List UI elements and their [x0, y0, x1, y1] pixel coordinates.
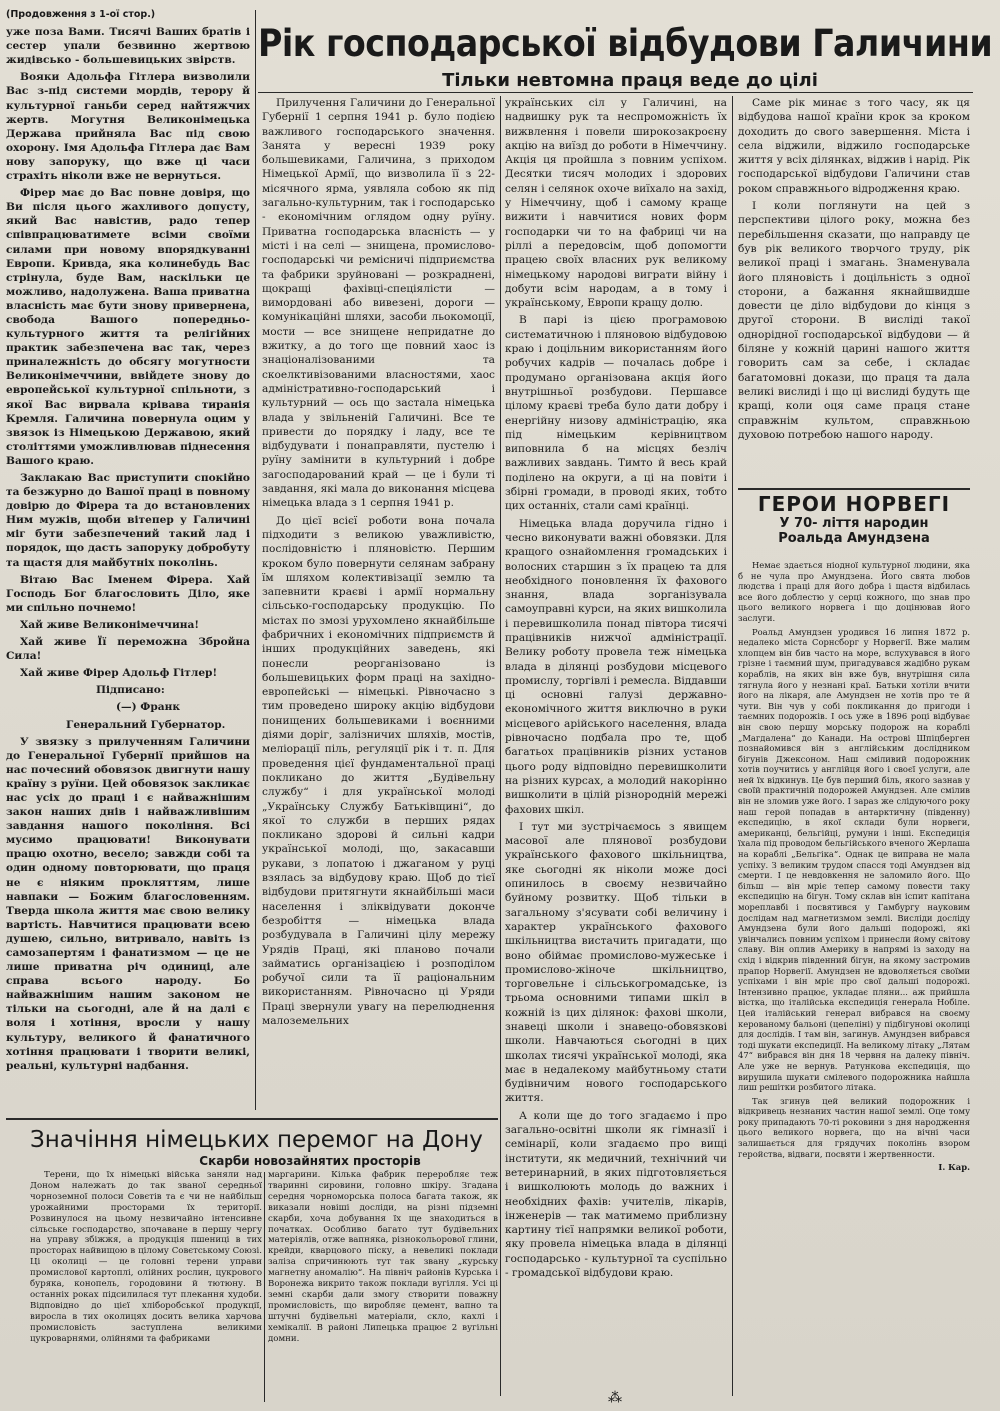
column-divider [732, 96, 733, 1396]
article-paragraph: Саме рік минає з того часу, як ця відбудова нашої країни крок за кроком доходить до свого завершення. Міста і села віджили, віджило господарське життя у всіх ділянках, віджив і нарід. Рік господарської відбудови Галичини став роком справжнього відродження краю. [738, 97, 970, 195]
norway-subtitle-2: Роальда Амундзена [778, 531, 930, 546]
column-divider [255, 10, 256, 1110]
continuation-note: (Продовження з 1-ої стор.) [6, 9, 156, 20]
column-divider [264, 1172, 265, 1402]
norway-title: ГЕРОИ НОРВЕГІ [757, 492, 951, 516]
main-article-column-2 [505, 96, 727, 1346]
article-paragraph: Немає здається ніодної культурної людини, яка б не чула про Амундзена. Його свята любов людства і праці для його добра і щастя відбилась все його доблестю у серці кожного, що знав про цього великого норвега і що доцінював його заслуги. [738, 560, 970, 623]
main-subheadline: Тільки невтомна праця веде до цілі [442, 70, 818, 91]
proclamation-slogan: Хай живе Фірер Адольф Гітлер! [20, 667, 218, 680]
don-article-column-2 [268, 1170, 498, 1402]
signed-label: Підписано: [96, 684, 165, 697]
proclamation-slogan: Хай живе Великонімеччина! [20, 618, 200, 631]
article-paragraph: До цієї всієї роботи вона почала підходити з великою уважливістю, послідовністю і пляновістю. Першим кроком було повернути селянам забрану їм шляхом колективізації землю та запевнити краєві і армії нормальну сільсько-господарську продукцію. По містах по змозі урухомлено якнайбільше фабричних і економічних підприємств й інших продукційних заведень, які понесли реорганізовано із большевицьких форм праці на західно-европейські — німецькі. Рівночасно з тим проведено широку акцію відбудови понищених большевиками і воєнними діями доріг, залізничих шляхів, мостів, меліорації піль, регуляції рік і т. п. Для проведення цієї фундаментальної праці покликано до життя „Будівельну службу“ і для української молоді „Українську Службу Батьківщині“, до якої то служби в перших рядах покликано здорові й сильні кадри української молоді, що, закасавши рукави, з лопатою і джаганом у руці взялась за відбудову краю. Щоб до тієї відбудови притягнути якнайбільші маси населення і зліквідувати доконче безробіття — німецька влада розбудувала в Галичині цілу мережу Урядів Праці, які планово почали займатись організацією і розподілом робучої сили та її раціональним використанням. Рівночасно ці Уряди Праці звернули увагу на перелюднення малоземельних [262, 514, 495, 1027]
signatory-title: Генеральний Губернатор. [66, 718, 226, 731]
proclamation-column [6, 8, 250, 1072]
proclamation-paragraph: Вітаю Вас Іменем Фірера. Хай Господь Бог благословить Діло, яке ми спільно почнемо! [6, 573, 250, 614]
article-paragraph: маргарини. Кілька фабрик переробляє теж тваринні сировини, головно шкіру. Згадана середня чорноморська полоса багата також, як виказали новіші досліди, на різні підземні скарби, хоча добування їх ще знаходиться в початках. Особливо багато тут будівельних матеріялів, отже вапняка, різнокольорової глини, крейди, кварцового піску, а невеликі поклади залізa спричинюють тут так звану „курську магнетну аномалію“. На північ районів Курська і Воронежа викрито також поклади вугілля. Усі ці земні скарби дали змогу створити поважну промисловість, що виробляє цемент, вапно та штучні будівельні матеріали, скло, кахлі і хемікалії. В районі Липецька працює 2 вугільні домни. [268, 1170, 498, 1344]
editorial-paragraph: У звязку з прилученням Галичини до Генеральної Губернії прийшов на нас почесний обовязок двигнути нашу країну з руїни. Цей обовязок закликає нас усіх до праці і є найважнішим закон наших днів і найважливішим завдання нашого покоління. Всі мусимо працювати! Виконувати працю охотно, весело; завжди собі та один одному повторювати, що праця не є ніяким прокляттям, лише навпаки — Божим благословенням. Тверда школа життя має свою велику вартість. Навчитися працювати всею душею, сильно, витривало, навіть із самозапертям і фанатизмом — це не лише приватна річ одиниці, але справа всього народу. Бо найважнішим нашим законом не тільки на сьогодні, але й на далі є воля і хотіння, вросли у нашу культуру, великого й фанатичного хотіння працювати і творити великі, реальні, культурні надбання. [6, 735, 250, 1072]
don-article-column-1 [30, 1170, 262, 1402]
ornament-icon: ⁂ [608, 1390, 622, 1406]
article-paragraph: Терени, що їх німецькі війська заняли над Доном належать до так званої середньої чорноземної полоси Совєтів та є чи не найбільш урожайними просторами їх території. Розвинулося на цьому незвичайно інтенсивне сільське господарство, зпочаване в першу чергу на управу збіжжя, а продукція пшениці в тих просторах найвищою в цілому Совєтському Союзі. Ці околиці — це головні терени управи промислової картоплі, олійних рослин, цукрового буряка, конопель, городовини й тютюну. В останніх роках підсилилася тут плекання худоби. Відповідно до цієї хліборобської продукції, виросла в тих околицях досить велика харчова промисловість заступлена великими цукроварнями, олійнями та фабриками [30, 1170, 262, 1344]
norway-article-body [738, 560, 970, 1390]
section-rule [6, 1118, 498, 1120]
don-subheadline: Скарби новозайнятих просторів [199, 1154, 421, 1168]
section-rule [738, 488, 970, 490]
article-paragraph: В парі із цією програмовою систематичною і пляновою відбудовою краю і доцільним використанням його робучих кадрів — почалась добре і продумано організована акція його внутрішньої розбудови. Першавсе цілому краєві треба було дати добру і енергійну низову адміністрацію, яка під німецьким керівництвом виповнила б на місцях безліч важливих завдань. Тимто й весь край поділено на округи, а ці на повіти і збірні громади, в проводі яких, тобто цих останніх, стали самі країнці. [505, 314, 727, 513]
headline-rule [258, 92, 973, 93]
article-paragraph: Так згинув цей великий подорожник і відкривець незнаних частин нашої землі. Оце тому року припадають 70-ті роковини з дня народження цього великого норвега, що на вічні часи залишається для грядучих поколінь взором геройства, відваги, посвяти і жертвенности. [738, 1095, 970, 1159]
article-paragraph: Роальд Амундзен уродився 16 липня 1872 р. недалеко міста Сорнсборг у Норвегії. Вже малим хлопцем він бив часто на море, вслухувався в його грізне і таємний шум, пригадувався жадібно рукам кораблів, на яких він вже був, внутрішня сила тягнула його у незнані краї. Батьки хотіли вчити його на лікаря, але Амундзен не хотів про те й чути. Він чув у собі покликання до пригоди і таємних подорожів. І ось уже в 1896 році відбуває він свою першу морську подорож на кораблі „Магдалена“ до Канади. На острові Шпіцберген познайомився він з англійським дослідником бігунів Джексоном. Наш сміливий подорожник хотів поучитись у англійця його і своєї услуги, але ней їх відкинув. Це був перший біль, якого зазнав у своїй практичній подорожей Амундзен. Але смілив він не зломив уже його. І зараз же слідуючого року наш герой попадав в антарктичну (південну) експедицію, в якої склади були норвеги, американці, бельгійці, румуни і інші. Експедиція їхала під проводом бельгійського вченого Жерлаша на кораблі „Бельгіка“. Однак це виправа не мала успіху. З великим трудом спасся тоді Амундзен від смерти. І це невдовкення не заломило його. Що більш — він мріє тепер самому повести таку експедицію на бігун. Тому склав він іспит капітана мореплавбі і посвятився у Гамбургу науковим дослідам над магнетизмом землі. Висліди досліду Амундзена були його дальші подорожі, які увінчались повним успіхом і принесли йому світову славу. Він оплив Америку в напрямі із заходу на схід і відкрив південний бігун, на якому застромив прапор Норвегії. Амундзен не вдоволяється своїми успіхами і він мріє про свої дальші подорожі. Інтензивно працює, укладає пляни... аж прийшла вістка, що італійська експедиція генерала Нобіле. Цей італійський генерал вибрався на своєму керованому бальоні (цепеліні) у підбігунові околиці для дослідів. І там він, загинув. Амундзен вибрався тоді шукати експедиції. На великому літаку „Лятам 47“ вибрався він дня 18 червня на далеку північ. Але уже не вернув. Ратункова експедиція, що вирушила шукати смілевого подорожника найшла лиш решітки розбитого літака. [738, 626, 970, 1093]
article-paragraph: українських сіл у Галичині, на надвишку рук та неспроможність їх вижвлення і повели широкозакроєну акцію на виїзд до роботи в Німеччину. Акція ця пройшла з повним успіхом. Десятки тисяч молодих і здорових селян і селянок охоче виїхало на захід, у Німеччину, щоб і самому краще вижити і навчитися нових форм господарки чи то на фабриці чи на ріллі а передовсім, щоб допомогти працею своїх власних рук великому німецькому народові виграти війну і добути всім народам, а в тому і українському, Европи кращу долю. [505, 97, 727, 310]
column-divider [500, 96, 501, 1396]
proclamation-slogan: Хай живе Її переможна Збройна Сила! [6, 636, 250, 663]
main-article-column-3 [738, 96, 970, 486]
main-headline: Рік господарської відбудови Галичини [258, 22, 993, 65]
article-paragraph: Прилучення Галичини до Генеральної Губернії 1 серпня 1941 р. було подією важливого господарського значення. Занята у вересні 1939 року большевиками, Галичина, з приходом Німецької Армії, що визволила її з 22-місячного ярма, уявляла собою як під загально-культурним, так і господарсько - економічним оглядом одну руїну. Приватна господарська власність — у місті і на селі — знищена, промислово-господарські чи ремісничі підприємства та фабрики зруйновані — розкраднені, щокращі фахівці-спеціялісти — вимордовані або вивезені, дороги — комунікаційні шляхи, засоби льокомоції, мости — все знищене непридатне до вжитку, а до того ще повний хаос із знаціоналізованими та скоелктивізованими власностями, хаос адміністративно-господарський і культурний — ось що застала німецька влада у звільненій Галичині. Все те привести до порядку і ладу, все те відбудувати і понаправляти, пустелю і руїну замінити в культурний і добре загосподарований край — це і були ті завдання, які мала до виконання місцева німецька влада з 1 серпня 1941 р. [262, 97, 495, 510]
proclamation-paragraph: Заклакаю Вас приступити спокійно та безжурно до Вашої праці в повному довірю до Фірера та до встановлених Ним мужів, щоби вітепер у Галичині міг бути забезпечений такий лад і порядок, що дасть запоруку добробуту та щастя для майбутніх поколінь. [6, 472, 250, 569]
proclamation-paragraph: уже поза Вами. Тисячі Ваших братів і сестер упали безвинно жертвою жидівсько - большевицьких звірств. [6, 26, 250, 67]
proclamation-paragraph: Фірер має до Вас повне довіря, що Ви після цього жахливого допусту, який Вас навістив, радо тепер співпрацюватимете всіми своїми силами при новому впорядкуванні Европи. Кривда, яка колинебудь Вас стрінула, буде Вам, наскільки це можливо, надолужена. Ваша приватна власність має бути знову привернена, свобода Вашого попередньо-культурного життя та релігійних практик забезпечена вас так, через приналежність до обсягу могутности Великонімеччини, ввійдете знову до европейської культурної спільноти, з якої Вас вирвала крівава тиранія Кремля. Галичина повернула оцим у звязок із Німецькою Державою, який століттями уможливлював піднесення Вашого краю. [6, 187, 250, 467]
norway-subtitle-1: У 70- ліття народин [779, 516, 929, 531]
article-paragraph: І коли поглянути на цей з перспективи цілого року, можна без перебільшення сказати, що направду це був рік великого творчого труду, рік великої праці і змагань. Знаменувала його пляновість і доцільність з одної сторони, а бажання якнайшвидше довести це діло відбудови до кінця з другої сторони. В висліді такої однорідної господарської відбудови — й біляне у кожній царині нашого життя говорить сам за себе, і складає багатомовні докази, що праця та дала великі вислиді і що ці вислиді будуть ще кращі, коли оця саме праця стане справжнім культом, справжньою духовою потребою нашого народу. [738, 200, 970, 441]
proclamation-paragraph: Вояки Адольфа Гітлера визволили Вас з-під системи мордів, терору й культурної ганьби серед найтяжчих жертв. Могутня Великонімецька Держава прийняла Вас під свою охорону. Імя Адольфа Гітлера дає Вам нову запоруку, що вже ці часи страхіть ніколи вже не вернуться. [6, 71, 250, 183]
don-headline: Значіння німецьких перемог на Дону [30, 1127, 483, 1153]
article-author: І. Кар. [938, 1162, 970, 1173]
article-paragraph: Німецька влада доручила гідно і чесно виконувати важні обовязки. Для кращого ознайомлення громадських і волосних старшин з їх працею та для необхідного поновлення їх фахового знання, влада зорганізувала самоуправні курси, на яких вишколила і перевишколила понад півтора тисячі працівників нижчої адміністрації. Велику роботу провела теж німецька влада в ділянці розбудови місцевого промислу, торгівлі і ремесла. Віддавши ці основні галузі державно-економічного життя виключно в руки місцевого арійського населення, влада рівночасно подбала про те, щоб багатьох працівників різних установ цього роду відповідно перевишколити на різних курсах, а молодий накорінно вишколити в цілій різнородній мережі фахових шкіл. [505, 517, 727, 816]
signatory-name: (—) Франк [116, 701, 181, 714]
main-article-column-1 [262, 96, 495, 1066]
norway-headline [738, 492, 970, 546]
article-paragraph: А коли ще до того згадаємо і про загально-освітні школи як гімназії і семінарії, коли згадаємо про вищі інститути, як медичний, технічний чи ветеринарний, в яких підготовляється і вишколюють молодь до важних і необхідних фахів: учителів, лікарів, інженерів — так матимемо приблизну картину тієї напрямки великої роботи, яку провела німецька влада в ділянці господарсько - культурної та суспільно - громадської відбудови краю. [505, 1109, 727, 1280]
article-paragraph: І тут ми зустрічаємось з явищем масової але плянової розбудови українського фахового шкільництва, яке сьогодні як ніколи може досі опинилось в своєму незвичайно буйному розвитку. Щоб тільки в загальному з'ясувати собі величину і характер українського фахового шкільництва вистачить пригадати, що воно обіймає промислово-мужеське і промислово-жіноче шкільництво, торговельне і сільськогромадське, із трьома основними типами шкіл в кожній із цих ділянок: фахові школи, знавеці школи і знавецо-обовязкові школи. Навчаються сьогодні в цих школах тисячі української молоді, яка має в недалекому майбутньому стати будівничим нового господарського життя. [505, 820, 727, 1105]
